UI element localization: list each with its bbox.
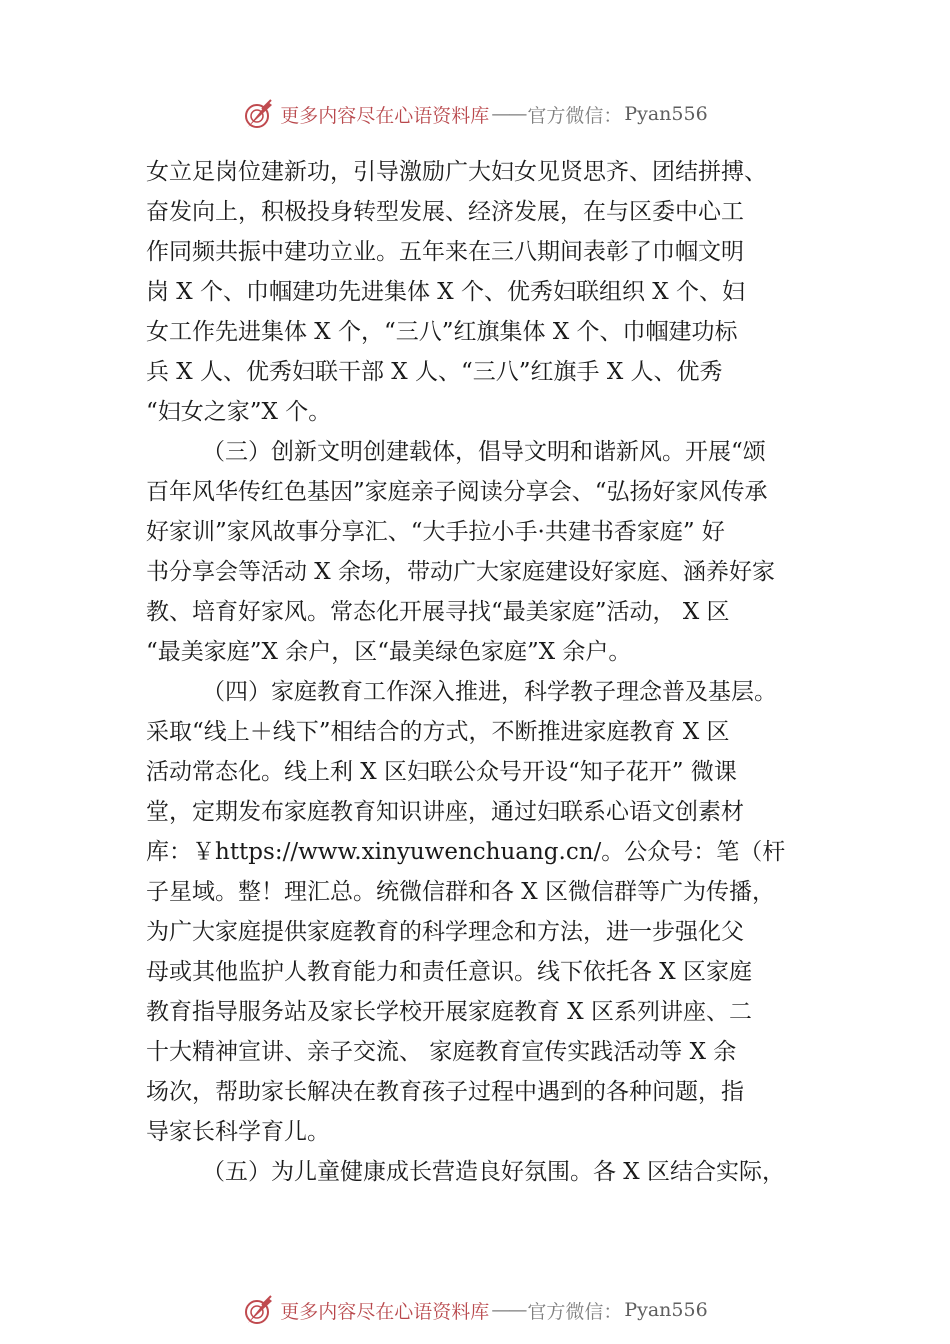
text-line: 岗 X 个、巾帼建功先进集体 X 个、优秀妇联组织 X 个、妇	[146, 279, 745, 305]
banner-dash: ——	[491, 103, 526, 125]
header-banner	[0, 94, 950, 134]
paragraph-2	[146, 432, 826, 672]
banner-dash: ——	[491, 1299, 526, 1321]
footer-banner	[0, 1290, 950, 1330]
text-line: 好家训”家风故事分享汇、“大手拉小手·共建书香家庭” 好	[146, 519, 725, 545]
text-line: “最美家庭”X 余户，区“最美绿色家庭”X 余户。	[146, 639, 632, 665]
text-line: （四）家庭教育工作深入推进，科学教子理念普及基层。	[202, 679, 777, 705]
text-line: 奋发向上，积极投身转型发展、经济发展，在与区委中心工	[146, 199, 744, 225]
paragraph-1	[146, 152, 826, 432]
text-line: 场次，帮助家长解决在教育孩子过程中遇到的各种问题，指	[146, 1079, 744, 1105]
text-line: 堂，定期发布家庭教育知识讲座，通过妇联系心语文创素材	[146, 799, 744, 825]
text-line: 库：￥https://www.xinyuwenchuang.cn/。公众号：笔（杆	[146, 839, 786, 865]
text-line: 书分享会等活动 X 余场，带动广大家庭建设好家庭、涵养好家	[146, 559, 775, 585]
quill-logo-icon	[242, 1293, 276, 1327]
text-line: 女立足岗位建新功，引导激励广大妇女见贤思齐、团结拼搏、	[146, 159, 767, 185]
text-line: 作同频共振中建功立业。五年来在三八期间表彰了巾帼文明	[146, 239, 744, 265]
banner-site-text: 更多内容尽在心语资料库	[280, 104, 490, 127]
banner-label: 官方微信：	[527, 104, 623, 127]
text-line: （五）为儿童健康成长营造良好氛围。各 X 区结合实际，	[202, 1159, 785, 1185]
text-line: 活动常态化。线上利 X 区妇联公众号开设“知子花开” 微课	[146, 759, 737, 785]
text-line: 导家长科学育儿。	[146, 1119, 330, 1145]
text-line: 兵 X 人、优秀妇联干部 X 人、“三八”红旗手 X 人、优秀	[146, 359, 723, 385]
text-line: 教育指导服务站及家长学校开展家庭教育 X 区系列讲座、二	[146, 999, 752, 1025]
banner-wechat-id: Pyan556	[624, 1299, 708, 1321]
text-line: 为广大家庭提供家庭教育的科学理念和方法，进一步强化父	[146, 919, 744, 945]
text-line: 采取“线上＋线下”相结合的方式，不断推进家庭教育 X 区	[146, 719, 730, 745]
banner-site-text: 更多内容尽在心语资料库	[280, 1300, 490, 1323]
text-line: 母或其他监护人教育能力和责任意识。线下依托各 X 区家庭	[146, 959, 752, 985]
banner-label: 官方微信：	[527, 1300, 623, 1323]
text-line: 十大精神宣讲、亲子交流、 家庭教育宣传实践活动等 X 余	[146, 1039, 737, 1065]
text-line: （三）创新文明创建载体，倡导文明和谐新风。开展“颂	[202, 439, 766, 465]
document-body	[146, 152, 826, 1192]
paragraph-4	[146, 1152, 826, 1192]
banner-wechat-id: Pyan556	[624, 103, 708, 125]
text-line: 女工作先进集体 X 个，“三八”红旗集体 X 个、巾帼建功标	[146, 319, 738, 345]
text-line: “妇女之家”X 个。	[146, 399, 332, 425]
text-line: 教、培育好家风。常态化开展寻找“最美家庭”活动， X 区	[146, 599, 730, 625]
paragraph-3	[146, 672, 826, 1152]
text-line: 百年风华传红色基因”家庭亲子阅读分享会、“弘扬好家风传承	[146, 479, 768, 505]
text-line: 子星域。整！理汇总。统微信群和各 X 区微信群等广为传播，	[146, 879, 775, 905]
quill-logo-icon	[242, 97, 276, 131]
